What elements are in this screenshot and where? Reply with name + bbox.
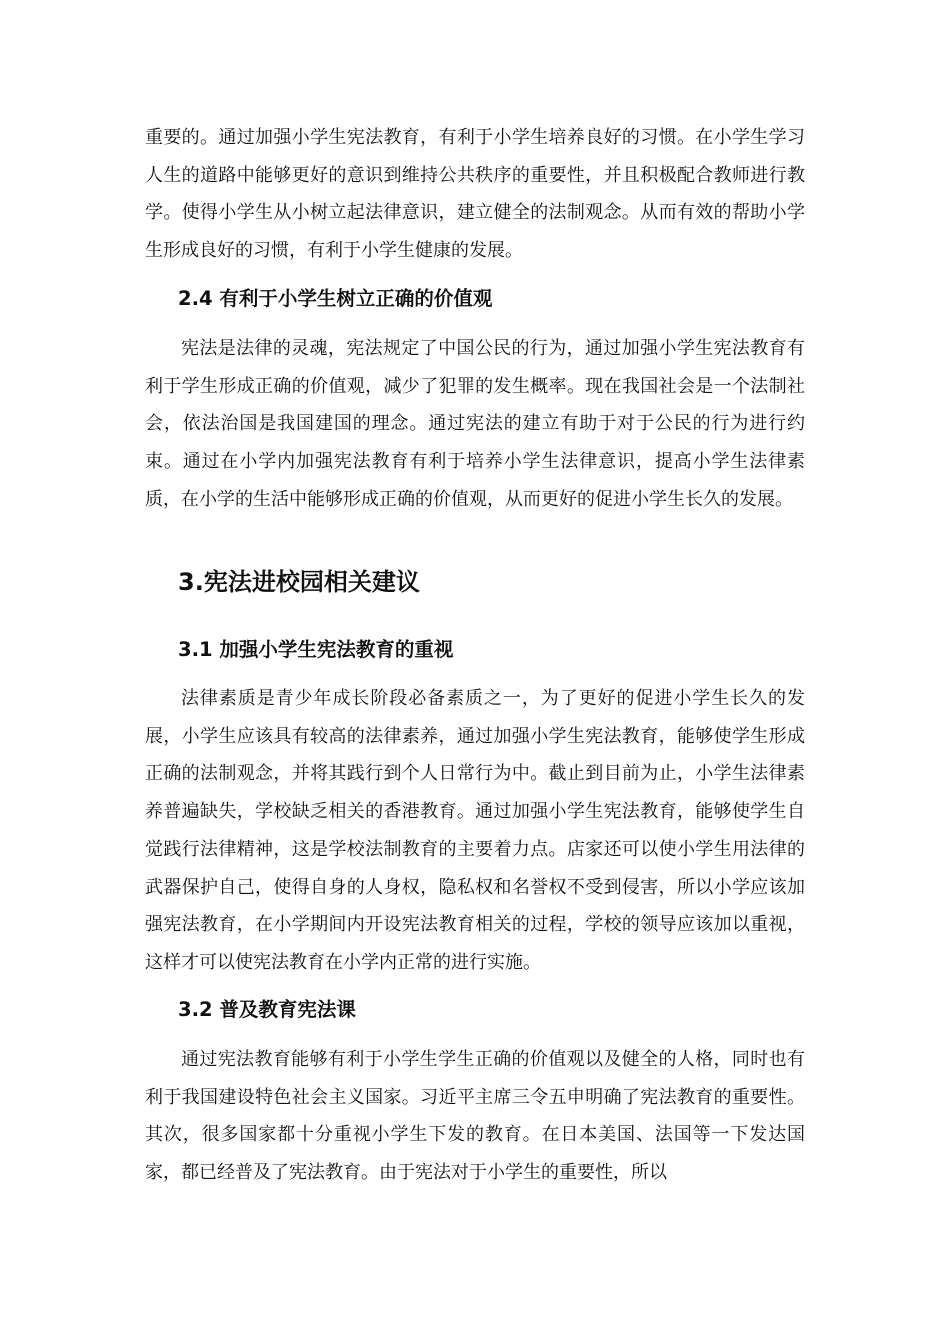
paragraph-text: 重要的。通过加强小学生宪法教育，有利于小学生培养良好的习惯。在小学生学习人生的道路中能够更好的意识到维持公共秩序的重要性，并且积极配合教师进行教学。使得小学生从小树立起法律意识，建立健全的法制观念。从而有效的帮助小学生形成良好的习惯，有利于小学生健康的发展。	[145, 127, 805, 262]
section-heading-2-4	[145, 285, 805, 313]
paragraph-text: 法律素质是青少年成长阶段必备素质之一，为了更好的促进小学生长久的发展，小学生应该具有较高的法律素养，通过加强小学生宪法教育，能够使学生形成正确的法制观念，并将其践行到个人日常行为中。截止到目前为止，小学生法律素养普遍缺失，学校缺乏相关的香港教育。通过加强小学生宪法教育，能够使学生自觉践行法律精神，这是学校法制教育的主要着力点。店家还可以使小学生用法律的武器保护自己，使得自身的人身权，隐私权和名誉权不受到侵害，所以小学应该加强宪法教育，在小学期间内开设宪法教育相关的过程，学校的领导应该加以重视，这样才可以使宪法教育在小学内正常的进行实施。	[145, 688, 805, 973]
paragraph-2-4	[145, 330, 805, 519]
heading-text: 3.2 普及教育宪法课	[178, 998, 356, 1021]
section-heading-3-1	[145, 636, 805, 664]
paragraph-text: 通过宪法教育能够有利于小学生学生正确的价值观以及健全的人格，同时也有利于我国建设特色社会主义国家。习近平主席三令五申明确了宪法教育的重要性。其次，很多国家都十分重视小学生下发的教育。在日本美国、法国等一下发达国家，都已经普及了宪法教育。由于宪法对于小学生的重要性，所以	[145, 1049, 805, 1184]
paragraph-3-2	[145, 1041, 805, 1192]
paragraph-continuation	[145, 119, 805, 270]
paragraph-text: 宪法是法律的灵魂，宪法规定了中国公民的行为，通过加强小学生宪法教育有利于学生形成正确的价值观，减少了犯罪的发生概率。现在我国社会是一个法制社会，依法治国是我国建国的理念。通过宪法的建立有助于对于公民的行为进行约束。通过在小学内加强宪法教育有利于培养小学生法律意识，提高小学生法律素质，在小学的生活中能够形成正确的价值观，从而更好的促进小学生长久的发展。	[145, 338, 805, 510]
paragraph-3-1	[145, 680, 805, 982]
section-heading-3-2	[145, 996, 805, 1024]
section-heading-3	[145, 566, 805, 598]
heading-text: 3.1 加强小学生宪法教育的重视	[178, 638, 454, 661]
heading-text: 2.4 有利于小学生树立正确的价值观	[178, 287, 493, 310]
heading-text: 3.宪法进校园相关建议	[178, 568, 420, 596]
